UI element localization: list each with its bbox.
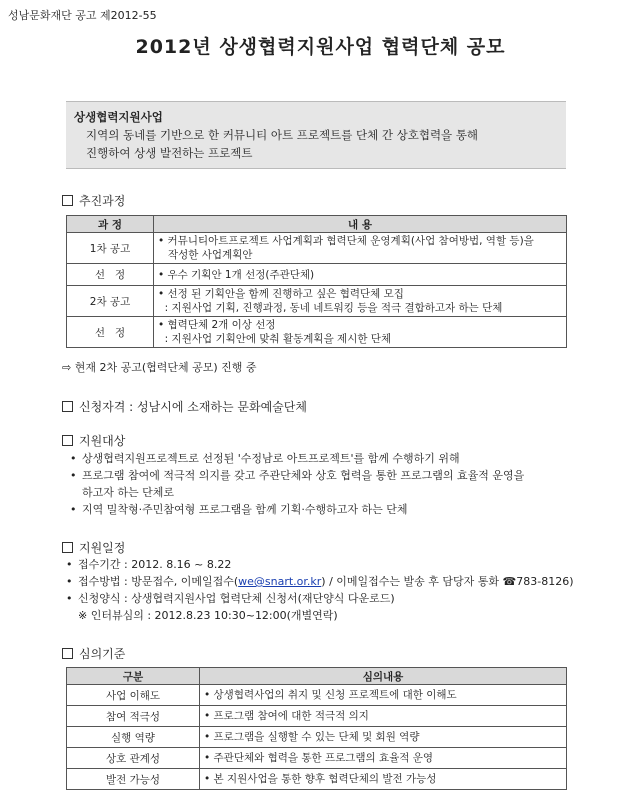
process-table: 과 정 내 용 1차 공고 • 커뮤니티아트프로젝트 사업계획과 협력단체 운영계획(사업 참여방법, 역할 등)을 작성한 사업계획안 선 정 • 우수 기획안 1개 선정(주관단체) 2차 공고 • 선정 된 기획안을 함께 진행하고 싶은 협력단체 모집 : 지원사업 기획, 진행과정, 동네 네트워킹 등을 적극 결합하고자 하는 단체 선 정 • 협력단체 2개 이상 선정 : 지원사업 기획안에 맞춰 활동계획을 제시한 단체 bbox=[66, 215, 567, 348]
table-row: 1차 공고 bbox=[67, 233, 154, 264]
process-note: ⇨ 현재 2차 공고(협력단체 공모) 진행 중 bbox=[62, 361, 257, 374]
section-target: 지원대상 bbox=[62, 432, 125, 449]
list-item: • 접수기간 : 2012. 8.16 ~ 8.22 bbox=[62, 556, 574, 573]
checkbox-square-icon bbox=[62, 648, 73, 659]
section-eligibility: 신청자격 : 성남시에 소재하는 문화예술단체 bbox=[62, 398, 307, 415]
checkbox-square-icon bbox=[62, 195, 73, 206]
target-list bbox=[66, 450, 524, 518]
col-type: 구분 bbox=[67, 668, 200, 685]
section-process: 추진과정 bbox=[62, 192, 125, 209]
email-link[interactable]: we@snart.or.kr bbox=[238, 575, 322, 588]
table-row: 2차 공고 bbox=[67, 286, 154, 317]
intro-box bbox=[66, 101, 566, 169]
checkbox-square-icon bbox=[62, 542, 73, 553]
page-title: 2012년 상생협력지원사업 협력단체 공모 bbox=[135, 36, 506, 58]
table-row: 참여 적극성 bbox=[67, 706, 200, 727]
list-item: • 프로그램 참여에 적극적 의지를 갖고 주관단체와 상호 협력을 통한 프로그램의 효율적 운영을 bbox=[66, 467, 524, 484]
intro-line-2: 진행하여 상생 발전하는 프로젝트 bbox=[86, 146, 253, 160]
list-item: • 신청양식 : 상생협력지원사업 협력단체 신청서(재단양식 다운로드) bbox=[62, 590, 574, 607]
checkbox-square-icon bbox=[62, 435, 73, 446]
table-row: 실행 역량 bbox=[67, 727, 200, 748]
col-content: 심의내용 bbox=[200, 668, 567, 685]
section-schedule: 지원일정 bbox=[62, 539, 125, 556]
col-stage: 과 정 bbox=[67, 216, 154, 233]
table-row: 상호 관계성 bbox=[67, 748, 200, 769]
table-row: 발전 가능성 bbox=[67, 769, 200, 790]
checkbox-square-icon bbox=[62, 401, 73, 412]
col-content: 내 용 bbox=[154, 216, 567, 233]
interview-note: ※ 인터뷰심의 : 2012.8.23 10:30~12:00(개별연락) bbox=[78, 609, 338, 622]
notice-number: 성남문화재단 공고 제2012-55 bbox=[8, 9, 157, 22]
list-item: • 지역 밀착형·주민참여형 프로그램을 함께 기획·수행하고자 하는 단체 bbox=[66, 501, 524, 518]
section-criteria: 심의기준 bbox=[62, 645, 125, 662]
intro-line-1: 지역의 동네를 기반으로 한 커뮤니티 아트 프로젝트를 단체 간 상호협력을 통해 bbox=[86, 128, 479, 142]
list-item: • 접수방법 : 방문접수, 이메일접수(we@snart.or.kr) / 이메일접수는 발송 후 담당자 통화 ☎783-8126) bbox=[62, 573, 574, 590]
schedule-list bbox=[62, 556, 574, 624]
table-row: 선 정 bbox=[67, 317, 154, 348]
criteria-table: 구분 심의내용 사업 이해도 • 상생협력사업의 취지 및 신청 프로젝트에 대한 이해도 참여 적극성 • 프로그램 참여에 대한 적극적 의지 실행 역량 • 프로그램을 실행할 수 있는 단체 및 회원 역량 상호 관계성 • 주관단체와 협력을 통한 프로그램의 효율적 운영 발전 가능성 • 본 지원사업을 통한 향후 협력단체의 발전 가능성 bbox=[66, 667, 567, 790]
table-row: 사업 이해도 bbox=[67, 685, 200, 706]
list-item: • 상생협력지원프로젝트로 선정된 '수정남로 아트프로젝트'를 함께 수행하기 위해 bbox=[66, 450, 524, 467]
table-row: 선 정 bbox=[67, 264, 154, 286]
list-item-cont: 하고자 하는 단체로 bbox=[82, 486, 175, 499]
intro-heading: 상생협력지원사업 bbox=[74, 110, 163, 124]
